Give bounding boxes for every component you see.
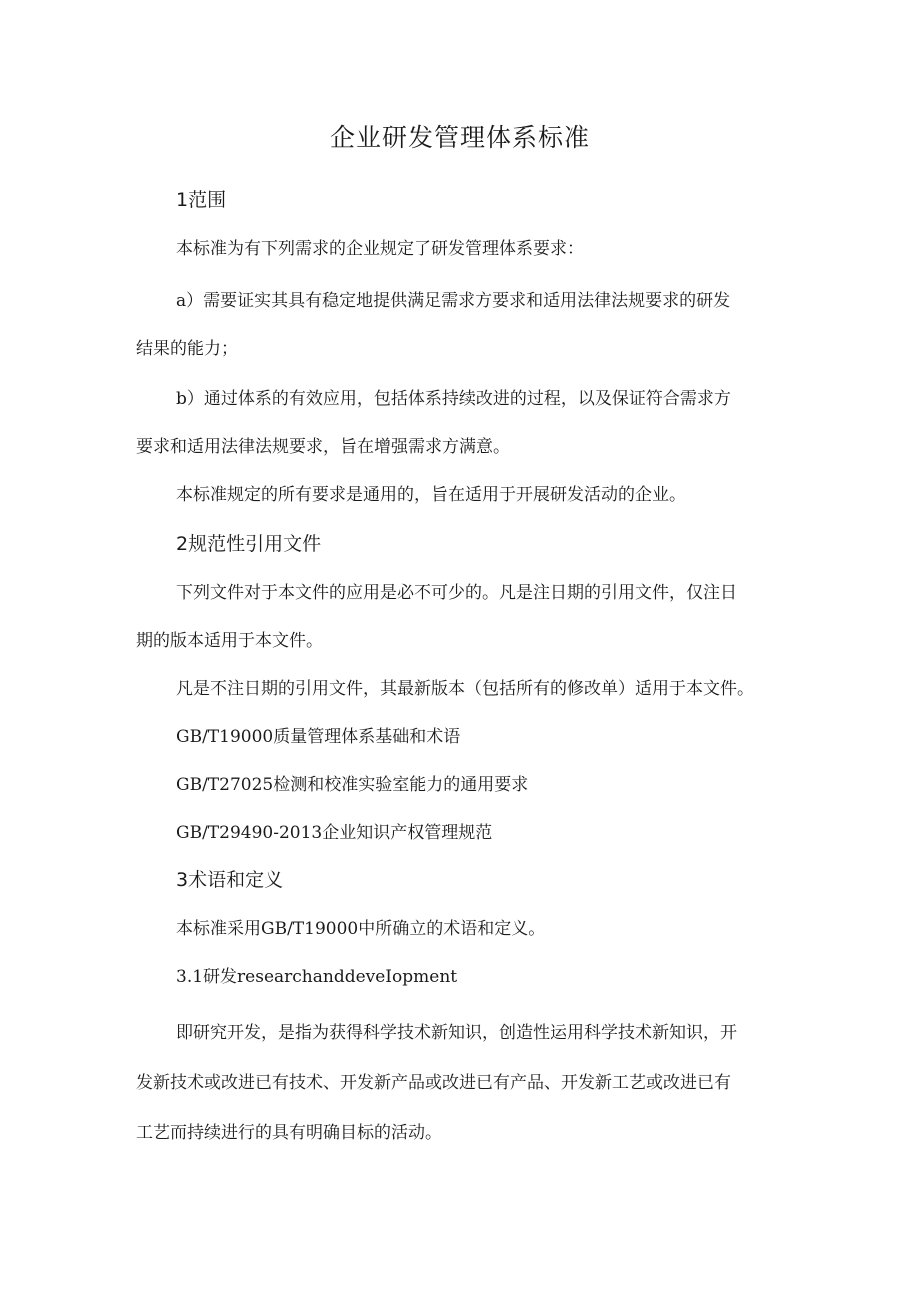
section-2-paragraph-line2: 期的版本适用于本文件。 xyxy=(136,631,323,651)
reference-item: GB/T19000质量管理体系基础和术语 xyxy=(176,727,461,747)
document-title: 企业研发管理体系标准 xyxy=(329,123,590,152)
term-3-1-heading: 3.1研发researchanddeveIopment xyxy=(176,967,458,987)
term-definition-line2: 发新技术或改进已有技术、开发新产品或改进已有产品、开发新工艺或改进已有 xyxy=(136,1073,731,1093)
section-2-paragraph-2: 凡是不注日期的引用文件，其最新版本（包括所有的修改单）适用于本文件。 xyxy=(176,679,754,699)
section-2-heading: 2规范性引用文件 xyxy=(176,533,322,555)
section-3-heading: 3术语和定义 xyxy=(176,869,284,891)
section-1-item-b-line1: b）通过体系的有效应用，包括体系持续改进的过程，以及保证符合需求方 xyxy=(176,389,731,409)
section-3-paragraph: 本标准采用GB/T19000中所确立的术语和定义。 xyxy=(176,919,546,939)
section-1-item-a-line2: 结果的能力； xyxy=(136,339,238,359)
term-definition-line1: 即研究开发，是指为获得科学技术新知识，创造性运用科学技术新知识，开 xyxy=(176,1023,737,1043)
section-1-item-b-line2: 要求和适用法律法规要求，旨在增强需求方满意。 xyxy=(136,437,510,457)
section-1-item-a-line1: a）需要证实其具有稳定地提供满足需求方要求和适用法律法规要求的研发 xyxy=(176,291,731,311)
section-1-closing-paragraph: 本标准规定的所有要求是通用的，旨在适用于开展研发活动的企业。 xyxy=(176,485,686,505)
reference-item: GB/T29490-2013企业知识产权管理规范 xyxy=(176,823,493,843)
section-2-paragraph-line1: 下列文件对于本文件的应用是必不可少的。凡是注日期的引用文件，仅注日 xyxy=(176,583,737,603)
section-1-heading: 1范围 xyxy=(176,189,227,211)
reference-item: GB/T27025检测和校准实验室能力的通用要求 xyxy=(176,775,529,795)
term-definition-line3: 工艺而持续进行的具有明确目标的活动。 xyxy=(136,1123,442,1143)
section-1-paragraph: 本标准为有下列需求的企业规定了研发管理体系要求： xyxy=(176,239,584,259)
